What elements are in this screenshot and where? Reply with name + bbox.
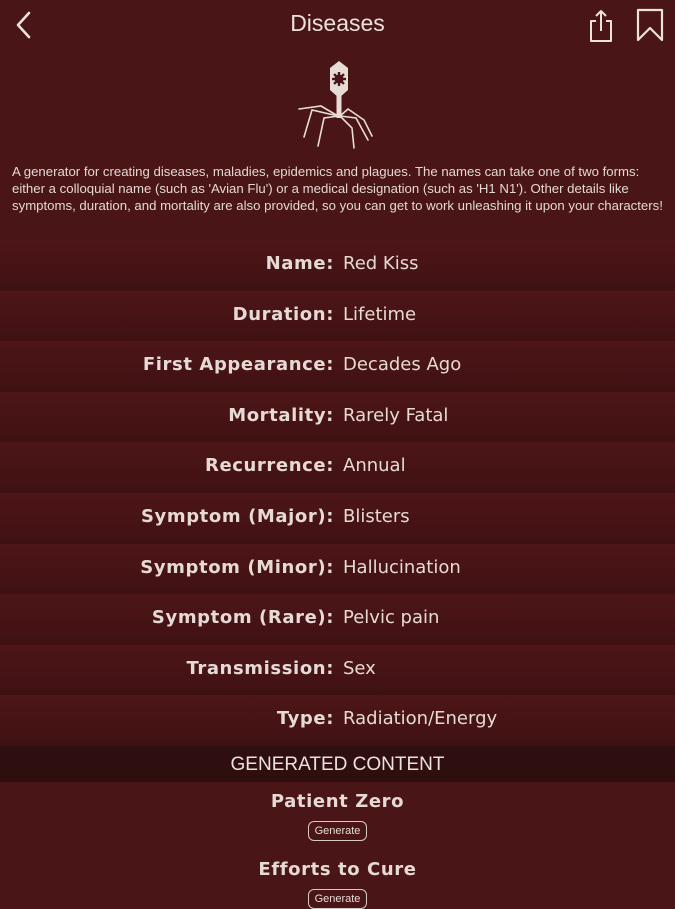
generated-content-header: GENERATED CONTENT xyxy=(0,746,675,782)
field-value[interactable]: Lifetime xyxy=(343,303,417,325)
disease-fields xyxy=(0,240,675,746)
field-row-symptom-minor xyxy=(0,544,675,595)
bacteriophage-virus-icon xyxy=(294,58,384,154)
field-value[interactable]: Red Kiss xyxy=(343,253,419,274)
field-value[interactable]: Blisters xyxy=(343,505,410,527)
generated-item-title: Patient Zero xyxy=(270,791,405,812)
field-value[interactable]: Rarely Fatal xyxy=(343,404,449,426)
field-label: Transmission: xyxy=(186,657,334,679)
top-bar xyxy=(0,0,675,52)
field-label: Symptom (Rare): xyxy=(151,607,334,629)
field-label: Symptom (Minor): xyxy=(140,556,334,578)
field-row-first-appearance xyxy=(0,341,675,392)
field-label: Name: xyxy=(265,253,334,274)
field-value[interactable]: Sex xyxy=(343,657,376,679)
field-row-duration xyxy=(0,291,675,342)
field-label: Mortality: xyxy=(228,404,334,426)
field-row-transmission xyxy=(0,645,675,696)
field-value[interactable]: Annual xyxy=(343,455,406,477)
field-label: Duration: xyxy=(232,303,334,325)
field-label: Symptom (Major): xyxy=(140,505,334,527)
field-value[interactable]: Pelvic pain xyxy=(343,607,440,629)
generator-description: A generator for creating diseases, maladies, epidemics and plagues. The names can take one of two forms: either a colloquial name (such as 'Avian Flu') or a medical designation (such as 'H1 N1'). Other details like symptoms, duration, and mortality are also provided, so you can get to work unleashing it upon your characters! xyxy=(12,164,663,213)
field-row-mortality xyxy=(0,392,675,443)
field-row-recurrence xyxy=(0,442,675,493)
share-icon xyxy=(586,6,616,44)
field-label: First Appearance: xyxy=(142,354,334,376)
generate-efforts-to-cure-button[interactable]: Generate xyxy=(308,889,368,909)
share-button[interactable] xyxy=(586,6,616,44)
field-row-name xyxy=(0,240,675,291)
field-value[interactable]: Radiation/Energy xyxy=(343,708,498,730)
generated-item-title: Efforts to Cure xyxy=(258,859,417,880)
field-label: Recurrence: xyxy=(204,455,334,477)
page-title: Diseases xyxy=(290,10,385,36)
field-value[interactable]: Decades Ago xyxy=(343,354,462,376)
field-row-type xyxy=(0,695,675,746)
field-row-symptom-major xyxy=(0,493,675,544)
bookmark-button[interactable] xyxy=(633,6,667,44)
generated-item-patient-zero xyxy=(0,789,675,841)
generate-patient-zero-button[interactable]: Generate xyxy=(308,821,368,841)
field-label: Type: xyxy=(276,708,334,730)
generated-item-efforts-to-cure xyxy=(0,857,675,909)
field-value[interactable]: Hallucination xyxy=(343,556,461,578)
bookmark-icon xyxy=(633,6,667,44)
field-row-symptom-rare xyxy=(0,594,675,645)
